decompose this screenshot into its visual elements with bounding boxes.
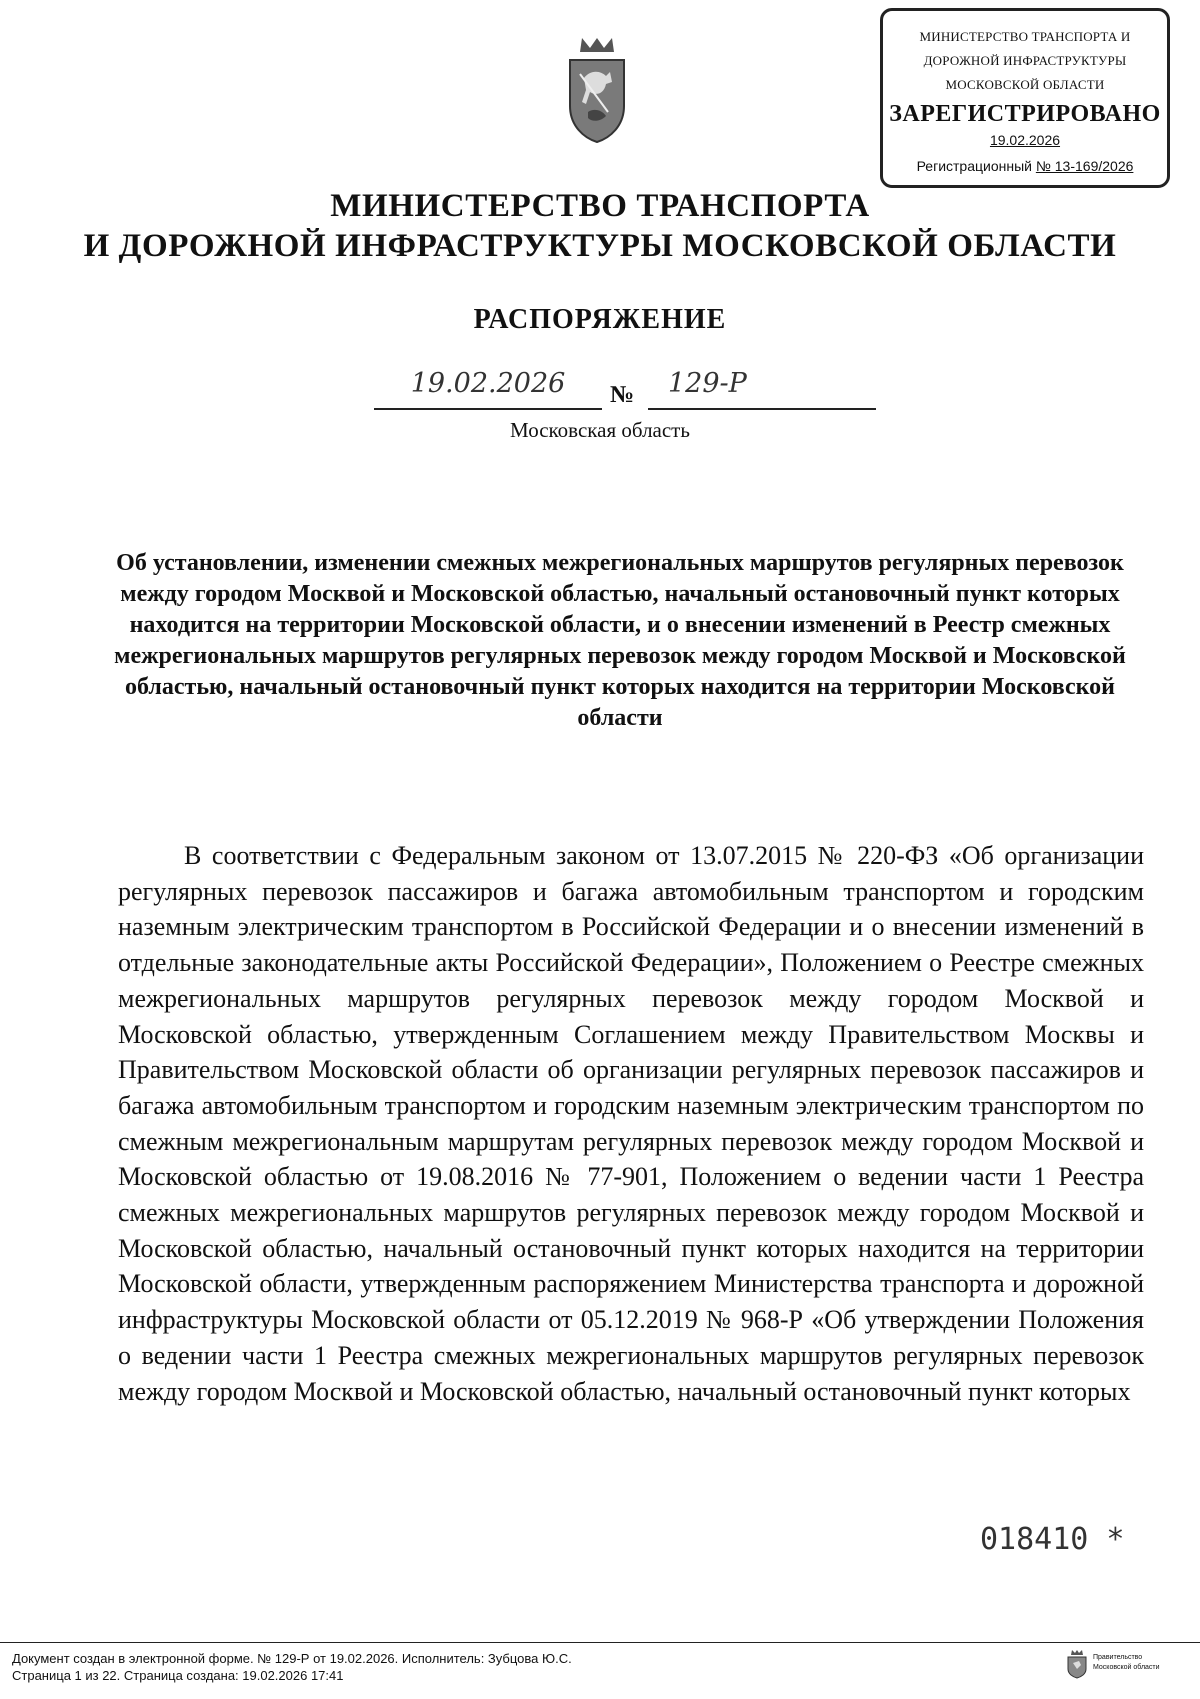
number-sign: № — [610, 382, 635, 408]
region-label: Московская область — [510, 418, 690, 442]
footer-line-1: Документ создан в электронной форме. № 129-Р от 19.02.2026. Исполнитель: Зубцова Ю.С. — [12, 1651, 572, 1666]
body-paragraph: В соответствии с Федеральным законом от 13.07.2015 № 220-ФЗ «Об организации регулярных перевозок пассажиров и багажа автомобильным транспортом и городским наземным электрическим транспортом в Российской Федерации и о внесении изменений в отдельные законодательные акты Российской Федерации», Положением о Реестре смежных межрегиональных маршрутов регулярных перевозок между городом Москвой и Московской областью, утвержденным Соглашением между Правительством Москвы и Правительством Московской области об организации регулярных перевозок пассажиров и багажа автомобильным транспортом и городским наземным электрическим транспортом по смежным межрегиональным маршрутам регулярных перевозок между городом Москвой и Московской областью от 19.08.2016 № 77-901, Положением о ведении части 1 Реестра смежных межрегиональных маршрутов регулярных перевозок между городом Москвой и Московской областью, начальный остановочный пункт которых находится на территории Московской области, утвержденным распоряжением Министерства транспорта и дорожной инфраструктуры Московской области от 05.12.2019 № 968-Р «Об утверждении Положения о ведении части 1 Реестра смежных межрегиональных маршрутов регулярных перевозок между городом Москвой и Московской областью, начальный остановочный пункт которых — [118, 841, 1144, 1406]
ministry-title-line1: МИНИСТЕРСТВО ТРАНСПОРТА — [330, 188, 870, 224]
registration-stamp — [880, 8, 1170, 188]
stamp-reg-number: Регистрационный № 13-169/2026 — [916, 158, 1134, 174]
stamp-ministry: МИНИСТЕРСТВО ТРАНСПОРТА И ДОРОЖНОЙ ИНФРАСТРУКТУРЫ МОСКОВСКОЙ ОБЛАСТИ — [919, 29, 1131, 92]
stamp-status: ЗАРЕГИСТРИРОВАНО — [889, 101, 1161, 127]
stamp-date: 19.02.2026 — [989, 132, 1061, 148]
order-date-field — [374, 368, 602, 410]
coat-of-arms-icon — [566, 34, 628, 146]
gov-emblem-icon — [1066, 1649, 1088, 1679]
footer-divider — [0, 1642, 1200, 1643]
document-code: 018410 * — [980, 1522, 1125, 1557]
order-date: 19.02.2026 — [410, 368, 566, 399]
order-number: 129-Р — [668, 368, 747, 399]
order-subject: Об установлении, изменении смежных межрегиональных маршрутов регулярных перевозок между городом Москвой и Московской областью, начальный остановочный пункт которых находится на территории Московской области, и о внесении изменений в Реестр смежных межрегиональных маршрутов регулярных перевозок между городом Москвой и Московской областью, начальный остановочный пункт которых находится на территории Московской области — [114, 550, 1126, 731]
order-number-field — [648, 368, 876, 410]
footer-line-2: Страница 1 из 22. Страница создана: 19.02.2026 17:41 — [12, 1668, 344, 1683]
footer-info — [12, 1650, 572, 1684]
document-type-title: РАСПОРЯЖЕНИЕ — [473, 304, 727, 335]
ministry-title-line2: И ДОРОЖНОЙ ИНФРАСТРУКТУРЫ МОСКОВСКОЙ ОБЛАСТИ — [83, 228, 1117, 264]
gov-label: Правительство Московской области — [1093, 1654, 1160, 1671]
